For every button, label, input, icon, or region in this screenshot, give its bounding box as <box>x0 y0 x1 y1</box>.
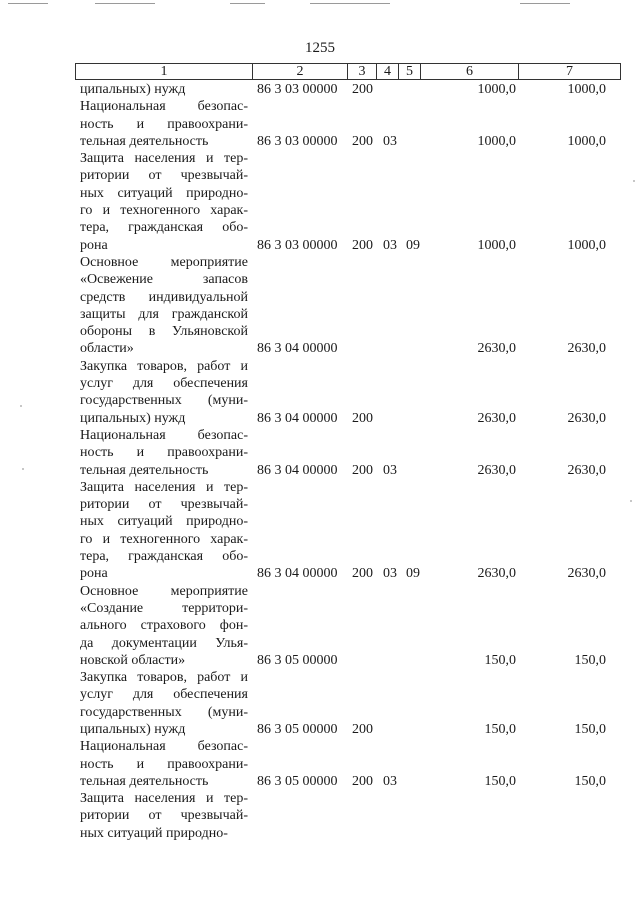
row-name-line: Основное мероприятие <box>80 254 248 270</box>
row-col-4: 03 <box>383 133 397 149</box>
scan-speck <box>20 405 22 407</box>
row-col-7: 150,0 <box>574 721 606 737</box>
header-col-6: 6 <box>421 64 519 79</box>
row-name-line: ципальных) нужд <box>80 82 186 97</box>
row-name-line: обороны в Ульяновской <box>80 324 248 340</box>
row-name-line: ных ситуаций природно- <box>80 514 248 530</box>
table-row <box>80 254 620 358</box>
page-number: 1255 <box>305 40 335 56</box>
scan-edge-marks <box>0 0 640 6</box>
header-col-3: 3 <box>348 64 377 79</box>
row-name-line: услуг для обеспечения <box>80 687 248 703</box>
table-row <box>80 669 620 738</box>
row-col-5: 09 <box>406 566 420 582</box>
row-col-6: 150,0 <box>484 773 516 789</box>
row-col-6: 150,0 <box>484 652 516 668</box>
header-col-4: 4 <box>377 64 399 79</box>
table-header <box>75 63 621 80</box>
row-col-7: 2630,0 <box>567 462 606 478</box>
row-name-line: ципальных) нужд <box>80 721 186 737</box>
row-col-4: 03 <box>383 237 397 253</box>
row-col-3: 200 <box>352 410 373 426</box>
table-row <box>80 583 620 669</box>
table-row <box>80 479 620 583</box>
row-name-line: го и техногенного харак- <box>80 531 248 547</box>
row-col-6: 1000,0 <box>477 133 516 149</box>
header-col-1: 1 <box>76 64 253 79</box>
row-name-line: ность и правоохрани- <box>80 756 248 772</box>
row-col-3: 200 <box>352 133 373 149</box>
row-name-line: Закупка товаров, работ и <box>80 358 248 374</box>
row-code: 86 3 04 00000 <box>257 566 338 582</box>
row-name-line: Защита населения и тер- <box>80 479 248 495</box>
table-row <box>80 358 620 427</box>
row-col-5: 09 <box>406 237 420 253</box>
row-name-line: государственных (муни- <box>80 393 248 409</box>
row-code: 86 3 04 00000 <box>257 410 338 426</box>
row-name-line: ность и правоохрани- <box>80 445 248 461</box>
row-col-7: 2630,0 <box>567 410 606 426</box>
row-name-line: Защита населения и тер- <box>80 151 248 167</box>
row-col-4: 03 <box>383 462 397 478</box>
row-name-line: тера, гражданская обо- <box>80 220 248 236</box>
row-col-7: 150,0 <box>574 773 606 789</box>
row-col-6: 1000,0 <box>477 237 516 253</box>
table-row <box>80 150 620 254</box>
row-col-7: 1000,0 <box>567 133 606 149</box>
row-name-line: «Создание территори- <box>80 600 248 616</box>
row-name <box>80 738 248 790</box>
row-name <box>80 98 248 150</box>
row-code: 86 3 03 00000 <box>257 82 338 97</box>
row-col-6: 150,0 <box>484 721 516 737</box>
row-name-line: ность и правоохрани- <box>80 116 248 132</box>
row-name <box>80 358 248 427</box>
row-col-3: 200 <box>352 82 373 97</box>
row-name-line: го и техногенного харак- <box>80 203 248 219</box>
row-col-6: 2630,0 <box>477 462 516 478</box>
row-name-line: Национальная безопас- <box>80 99 248 115</box>
row-name-line: области» <box>80 341 134 357</box>
row-code: 86 3 04 00000 <box>257 341 338 357</box>
table-body <box>80 81 620 842</box>
row-name-line: ных ситуаций природно- <box>80 185 248 201</box>
row-col-3: 200 <box>352 237 373 253</box>
row-col-7: 2630,0 <box>567 341 606 357</box>
row-name-line: услуг для обеспечения <box>80 376 248 392</box>
row-code: 86 3 05 00000 <box>257 652 338 668</box>
row-name-line: Защита населения и тер- <box>80 791 248 807</box>
row-name <box>80 583 248 669</box>
row-name-line: тельная деятельность <box>80 462 209 478</box>
row-name-line: Национальная безопас- <box>80 739 248 755</box>
scan-speck <box>633 180 635 182</box>
row-code: 86 3 03 00000 <box>257 133 338 149</box>
row-name-line: рона <box>80 237 108 253</box>
row-code: 86 3 05 00000 <box>257 773 338 789</box>
header-col-7: 7 <box>566 64 573 79</box>
row-col-7: 1000,0 <box>567 82 606 97</box>
row-col-4: 03 <box>383 566 397 582</box>
row-col-6: 1000,0 <box>477 82 516 97</box>
table-row <box>80 738 620 790</box>
row-name-line: Закупка товаров, работ и <box>80 670 248 686</box>
row-name-line: ных ситуаций природно- <box>80 825 228 841</box>
row-col-6: 2630,0 <box>477 341 516 357</box>
row-code: 86 3 04 00000 <box>257 462 338 478</box>
row-name-line: «Освежение запасов <box>80 272 248 288</box>
scan-speck <box>630 500 632 502</box>
row-col-3: 200 <box>352 566 373 582</box>
row-code: 86 3 03 00000 <box>257 237 338 253</box>
row-name-line: средств индивидуальной <box>80 289 248 305</box>
row-col-4: 03 <box>383 773 397 789</box>
scan-speck <box>22 468 24 470</box>
row-name-line: Основное мероприятие <box>80 583 248 599</box>
row-name <box>80 254 248 358</box>
row-col-7: 1000,0 <box>567 237 606 253</box>
row-name-line: ципальных) нужд <box>80 410 186 426</box>
row-col-3: 200 <box>352 721 373 737</box>
header-col-2: 2 <box>253 64 348 79</box>
row-name-line: государственных (муни- <box>80 704 248 720</box>
row-col-6: 2630,0 <box>477 566 516 582</box>
row-name <box>80 669 248 738</box>
row-name-line: ритории от чрезвычай- <box>80 808 248 824</box>
row-name-line: тера, гражданская обо- <box>80 549 248 565</box>
row-col-3: 200 <box>352 773 373 789</box>
row-col-3: 200 <box>352 462 373 478</box>
row-name-line: ритории от чрезвычай- <box>80 497 248 513</box>
row-name <box>80 150 248 254</box>
row-name <box>80 790 248 842</box>
row-name <box>80 479 248 583</box>
row-name-line: тельная деятельность <box>80 133 209 149</box>
row-col-6: 2630,0 <box>477 410 516 426</box>
row-name-line: Национальная безопас- <box>80 427 248 443</box>
row-name-line: рона <box>80 566 108 582</box>
row-name-line: да документации Улья- <box>80 635 248 651</box>
row-code: 86 3 05 00000 <box>257 721 338 737</box>
table-row <box>80 81 620 98</box>
row-name-line: защиты для гражданской <box>80 306 248 322</box>
row-name <box>80 81 248 98</box>
table-row <box>80 790 620 842</box>
row-col-7: 2630,0 <box>567 566 606 582</box>
header-col-5: 5 <box>399 64 421 79</box>
table-row <box>80 98 620 150</box>
table-row <box>80 427 620 479</box>
row-name-line: новской области» <box>80 652 186 668</box>
row-name <box>80 427 248 479</box>
row-name-line: ритории от чрезвычай- <box>80 168 248 184</box>
row-name-line: ального страхового фон- <box>80 618 248 634</box>
row-name-line: тельная деятельность <box>80 773 209 789</box>
row-col-7: 150,0 <box>574 652 606 668</box>
